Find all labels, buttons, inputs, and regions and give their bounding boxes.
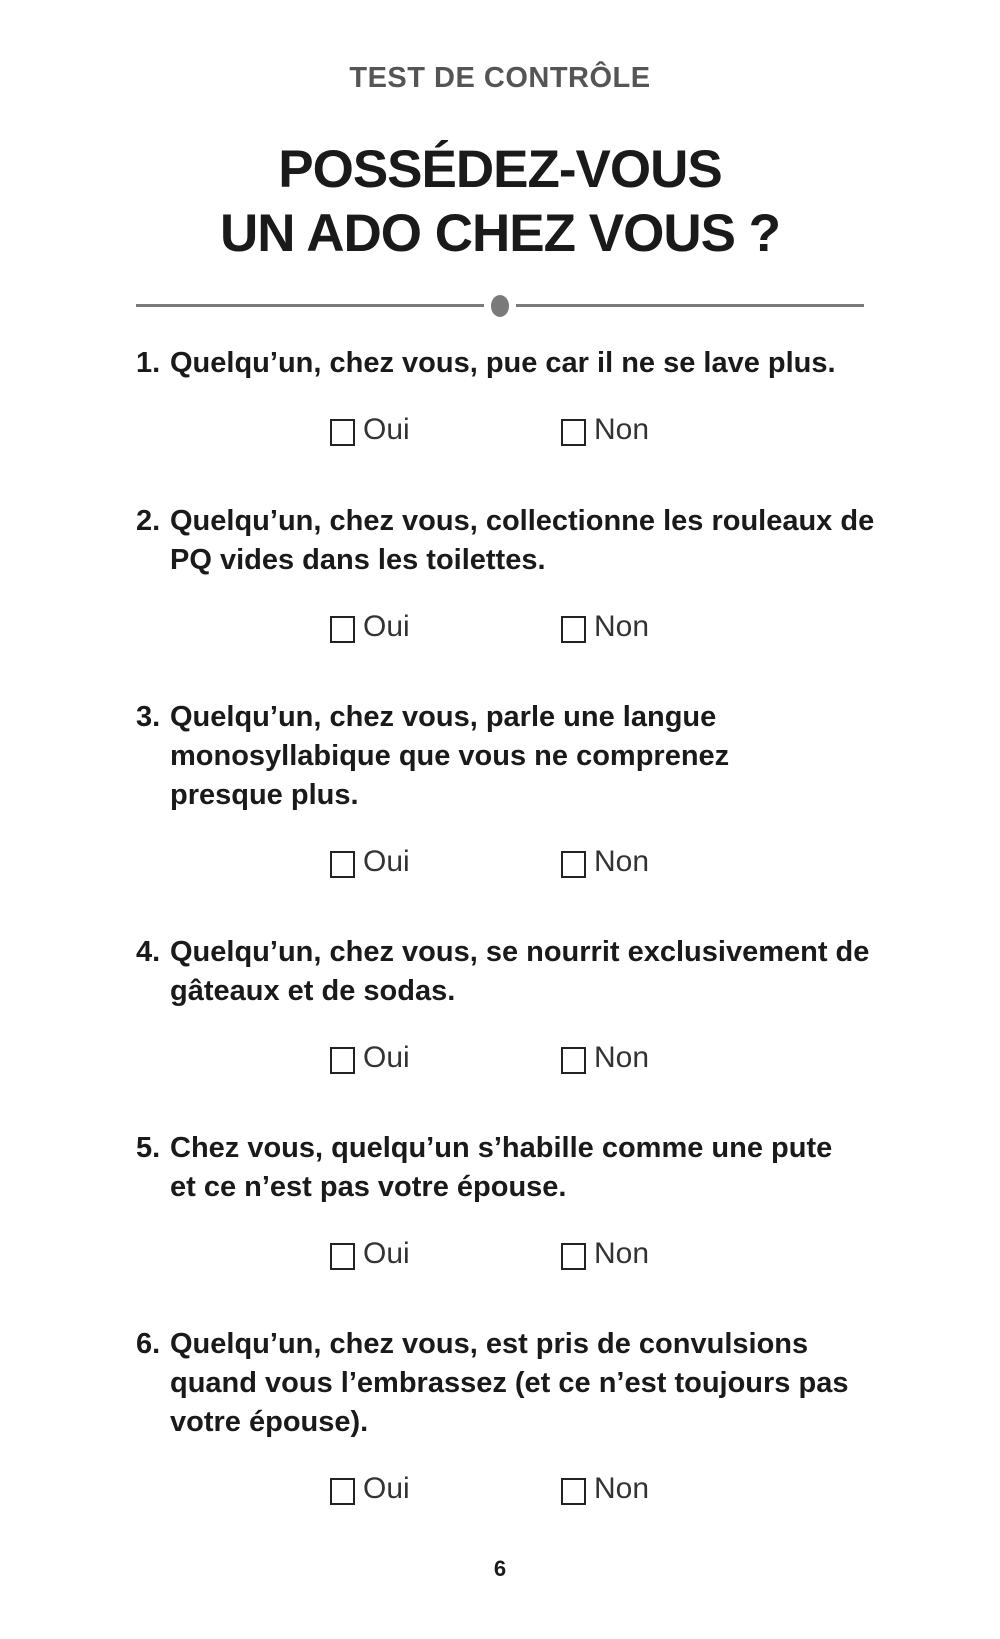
answer-non-option[interactable]: [561, 1472, 649, 1506]
checkbox-oui[interactable]: [330, 419, 355, 446]
question-text: [136, 933, 876, 1011]
question-5: [136, 1129, 876, 1277]
answer-non-label: Non: [594, 1237, 650, 1270]
answer-non-label: Non: [594, 1472, 650, 1505]
answer-oui-label: Oui: [363, 1237, 410, 1270]
checkbox-non[interactable]: [561, 419, 586, 446]
answer-non-label: Non: [594, 845, 650, 878]
answer-oui-label: Oui: [363, 1472, 410, 1505]
answer-non-label: Non: [594, 1041, 650, 1074]
checkbox-oui[interactable]: [330, 851, 355, 878]
question-body: Quelqu’un, chez vous, collectionne les rouleaux de PQ vides dans les toilettes.: [170, 505, 875, 576]
answer-non-option[interactable]: [561, 610, 649, 644]
checkbox-oui[interactable]: [330, 616, 355, 643]
question-text: [136, 698, 876, 815]
answer-oui-label: Oui: [363, 1041, 410, 1074]
question-text: [136, 502, 876, 580]
ornamental-divider: [136, 304, 864, 307]
answer-non-option[interactable]: [561, 845, 649, 879]
checkbox-oui[interactable]: [330, 1243, 355, 1270]
checkbox-non[interactable]: [561, 1478, 586, 1505]
answer-oui-option[interactable]: [330, 1472, 410, 1506]
answer-oui-label: Oui: [363, 610, 410, 643]
answer-oui-option[interactable]: [330, 610, 410, 644]
checkbox-non[interactable]: [561, 1047, 586, 1074]
question-text: [136, 1129, 876, 1207]
answer-oui-option[interactable]: [330, 1041, 410, 1075]
answer-options: [136, 610, 876, 650]
question-2: [136, 502, 876, 650]
answer-non-label: Non: [594, 610, 650, 643]
divider-line-right: [516, 304, 864, 307]
checkbox-non[interactable]: [561, 851, 586, 878]
question-4: [136, 933, 876, 1081]
answer-options: [136, 413, 876, 453]
divider-line-left: [136, 304, 484, 307]
section-kicker: TEST DE CONTRÔLE: [349, 62, 651, 94]
question-text: [136, 344, 876, 383]
question-text: [136, 1325, 876, 1442]
answer-non-option[interactable]: [561, 413, 649, 447]
question-number: 3.: [136, 701, 161, 733]
answer-oui-option[interactable]: [330, 845, 410, 879]
page-title: [0, 138, 1000, 266]
question-number: 5.: [136, 1132, 161, 1164]
question-body: Quelqu’un, chez vous, pue car il ne se lave plus.: [170, 347, 836, 379]
question-number: 2.: [136, 505, 161, 537]
divider-dot-icon: [491, 295, 509, 317]
answer-oui-option[interactable]: [330, 413, 410, 447]
question-number: 4.: [136, 936, 161, 968]
question-3: [136, 698, 876, 885]
answer-oui-label: Oui: [363, 845, 410, 878]
checkbox-oui[interactable]: [330, 1478, 355, 1505]
checkbox-oui[interactable]: [330, 1047, 355, 1074]
title-line-2: UN ADO CHEZ VOUS ?: [219, 204, 781, 263]
answer-oui-option[interactable]: [330, 1237, 410, 1271]
answer-non-label: Non: [594, 413, 650, 446]
question-body: Quelqu’un, chez vous, parle une langue monosyllabique que vous ne comprenez presque plus.: [170, 701, 730, 811]
question-body: Quelqu’un, chez vous, est pris de convulsions quand vous l’embrassez (et ce n’est toujours pas votre épouse).: [170, 1328, 849, 1438]
answer-non-option[interactable]: [561, 1041, 649, 1075]
answer-options: [136, 1472, 876, 1512]
question-number: 6.: [136, 1328, 161, 1360]
answer-non-option[interactable]: [561, 1237, 649, 1271]
question-body: Quelqu’un, chez vous, se nourrit exclusivement de gâteaux et de sodas.: [170, 936, 870, 1007]
question-body: Chez vous, quelqu’un s’habille comme une pute et ce n’est pas votre épouse.: [170, 1132, 833, 1203]
title-line-1: POSSÉDEZ-VOUS: [278, 140, 722, 199]
answer-options: [136, 1237, 876, 1277]
checkbox-non[interactable]: [561, 1243, 586, 1270]
answer-options: [136, 845, 876, 885]
answer-oui-label: Oui: [363, 413, 410, 446]
question-number: 1.: [136, 347, 161, 379]
checkbox-non[interactable]: [561, 616, 586, 643]
answer-options: [136, 1041, 876, 1081]
page-number: 6: [493, 1556, 507, 1581]
question-6: [136, 1325, 876, 1512]
question-1: [136, 344, 876, 453]
